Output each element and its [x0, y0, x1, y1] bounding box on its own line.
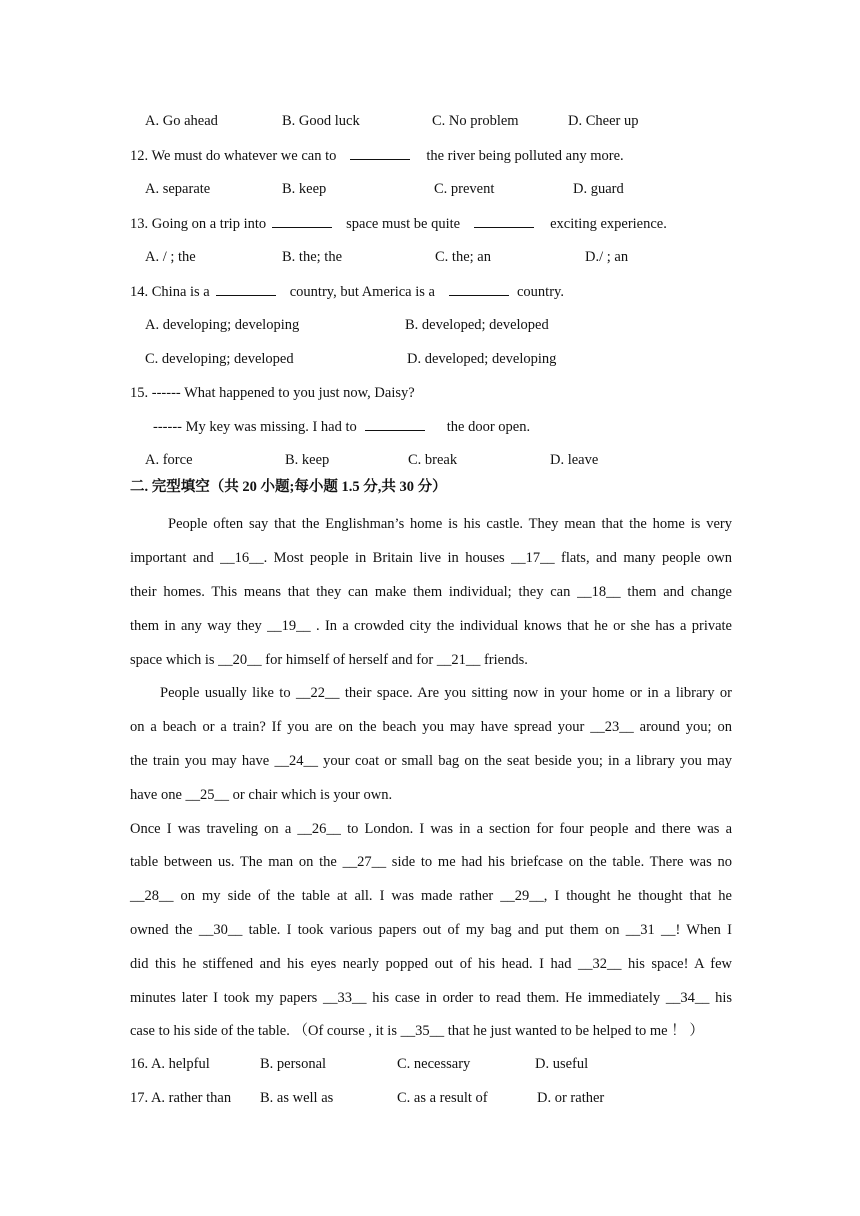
passage-line: People usually like to __22__ their space. Are you sitting now in your home or in a library or — [160, 685, 732, 701]
q16-option-b[interactable]: B. personal — [260, 1056, 327, 1072]
q12-stem — [130, 147, 624, 165]
q12-blank — [350, 147, 410, 160]
passage-line: Once I was traveling on a __26__ to London. I was in a section for four people and there was a — [130, 821, 732, 837]
q11-option-c[interactable]: C. No problem — [432, 113, 519, 129]
q14-stem-part-a: 14. China is a — [130, 284, 210, 300]
q13-stem-part-a: 13. Going on a trip into — [130, 216, 267, 232]
q13-option-c[interactable]: C. the; an — [435, 249, 491, 265]
q16-option-d[interactable]: D. useful — [535, 1056, 589, 1072]
passage-line: their homes. This means that they can make them individual; they can __18__ them and change — [130, 584, 732, 600]
q16-option-a[interactable]: 16. A. helpful — [130, 1056, 210, 1072]
q17-option-d[interactable]: D. or rather — [537, 1090, 605, 1106]
q11-option-d[interactable]: D. Cheer up — [568, 113, 639, 129]
q14-option-c[interactable]: C. developing; developed — [145, 351, 294, 367]
q14-blank-2 — [449, 283, 509, 296]
q15-line-1: 15. ------ What happened to you just now, Daisy? — [130, 385, 415, 401]
q12-stem-part-b: the river being polluted any more. — [426, 148, 624, 164]
q15-line-2-part-b: the door open. — [446, 419, 531, 435]
q15-blank — [365, 418, 425, 431]
passage-line: them in any way they __19__ . In a crowded city the individual knows that he or she has a private — [130, 618, 732, 634]
q14-stem-part-b: country, but America is a — [289, 284, 435, 300]
q14-option-a[interactable]: A. developing; developing — [145, 317, 300, 333]
q13-option-a[interactable]: A. / ; the — [145, 249, 196, 265]
passage-line: important and __16__. Most people in Britain live in houses __17__ flats, and many people own — [130, 550, 732, 566]
q14-option-b[interactable]: B. developed; developed — [405, 317, 549, 333]
q16-option-c[interactable]: C. necessary — [397, 1056, 471, 1072]
passage-line: __28__ on my side of the table at all. I was made rather __29__, I thought he thought that he — [130, 888, 732, 904]
q17-option-a[interactable]: 17. A. rather than — [130, 1090, 232, 1106]
q15-option-d[interactable]: D. leave — [550, 452, 599, 468]
passage-line: have one __25__ or chair which is your own. — [130, 787, 393, 803]
q12-option-d[interactable]: D. guard — [573, 181, 624, 197]
q15-option-a[interactable]: A. force — [145, 452, 193, 468]
passage-line: did this he stiffened and his eyes nearly popped out of his head. I had __32__ his space! A few — [130, 956, 732, 972]
q12-option-a[interactable]: A. separate — [145, 181, 211, 197]
q11-option-a[interactable]: A. Go ahead — [145, 113, 218, 129]
q13-stem-part-b: space must be quite — [346, 216, 461, 232]
q15-option-c[interactable]: C. break — [408, 452, 458, 468]
q12-option-c[interactable]: C. prevent — [434, 181, 495, 197]
q13-stem — [130, 215, 667, 233]
q15-line-2-part-a: ------ My key was missing. I had to — [153, 419, 357, 435]
passage-line: People often say that the Englishman’s home is his castle. They mean that the home is very — [168, 516, 732, 532]
q13-option-b[interactable]: B. the; the — [282, 249, 343, 265]
q14-stem-part-c: country. — [516, 284, 564, 300]
q12-stem-part-a: 12. We must do whatever we can to — [130, 148, 337, 164]
passage-line: space which is __20__ for himself of herself and for __21__ friends. — [130, 652, 528, 668]
q13-stem-part-c: exciting experience. — [550, 216, 667, 232]
q12-option-b[interactable]: B. keep — [282, 181, 327, 197]
passage-line: minutes later I took my papers __33__ his case in order to read them. He immediately __34__ his — [130, 990, 732, 1006]
q17-option-c[interactable]: C. as a result of — [397, 1090, 488, 1106]
section-2-heading: 二. 完型填空（共 20 小题;每小题 1.5 分,共 30 分） — [130, 479, 447, 495]
passage-line: owned the __30__ table. I took various papers out of my bag and put them on __31 __! When I — [130, 922, 732, 938]
q13-blank-2 — [474, 215, 534, 228]
q15-option-b[interactable]: B. keep — [285, 452, 330, 468]
passage-line: table between us. The man on the __27__ side to me had his briefcase on the table. There was no — [130, 854, 732, 870]
q13-option-d[interactable]: D./ ; an — [585, 249, 629, 265]
q14-option-d[interactable]: D. developed; developing — [407, 351, 557, 367]
q14-stem — [130, 283, 564, 301]
q14-blank-1 — [216, 283, 276, 296]
passage-line: the train you may have __24__ your coat or small bag on the seat beside you; in a library you may — [130, 753, 732, 769]
q11-option-b[interactable]: B. Good luck — [282, 113, 360, 129]
q15-line-2 — [153, 418, 530, 436]
passage-line: on a beach or a train? If you are on the beach you may have spread your __23__ around you; on — [130, 719, 732, 735]
q13-blank-1 — [272, 215, 332, 228]
q17-option-b[interactable]: B. as well as — [260, 1090, 334, 1106]
passage-line: case to his side of the table. （Of course , it is __35__ that he just wanted to be helped to me ！ ） — [130, 1023, 704, 1039]
